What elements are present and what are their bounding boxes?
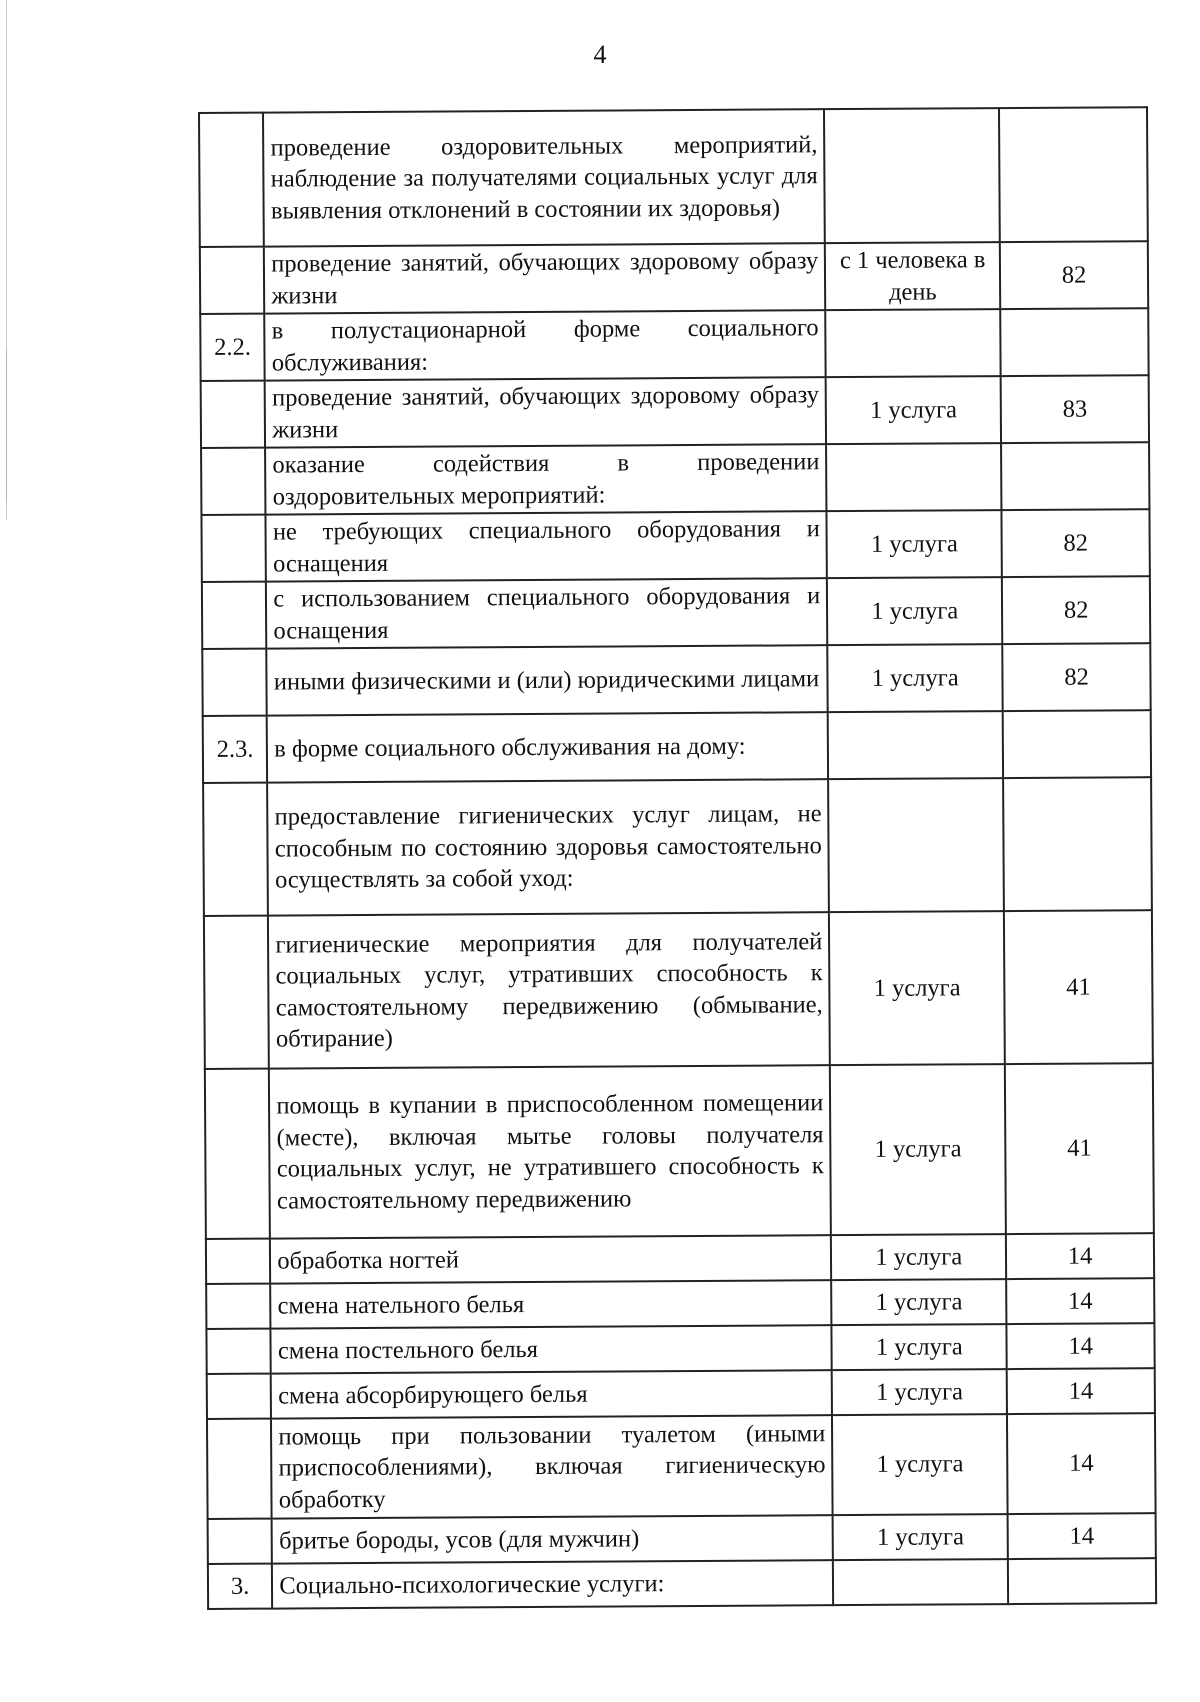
price-cell: 83: [1001, 375, 1149, 443]
table-row: [204, 910, 1153, 1069]
service-name-cell: бритье бороды, усов (для мужчин): [272, 1515, 833, 1563]
price-cell: [1000, 308, 1148, 376]
table-row: [206, 1278, 1154, 1329]
unit-cell: [826, 309, 1001, 377]
row-number-cell: [205, 1069, 270, 1239]
unit-cell: 1 услуга: [833, 1514, 1008, 1560]
table-row: [206, 1323, 1154, 1374]
table-row: [201, 509, 1149, 582]
price-cell: [1003, 710, 1151, 778]
row-number-cell: [206, 1284, 271, 1329]
row-number-cell: [202, 582, 267, 649]
unit-cell: [828, 778, 1004, 912]
price-cell: [1008, 1558, 1156, 1604]
row-number-cell: 2.3.: [203, 716, 268, 783]
price-cell: [1003, 777, 1152, 911]
service-name-cell: проведение оздоровительных мероприятий, наблюдение за получателями социальных услуг для выявления отклонений в состоянии их здоровья): [263, 109, 825, 246]
row-number-cell: [207, 1419, 272, 1519]
table-row: [207, 1368, 1155, 1419]
row-number-cell: [201, 448, 266, 515]
unit-cell: с 1 человека в день: [825, 242, 1000, 310]
service-name-cell: Социально-психологические услуги:: [272, 1560, 833, 1608]
table-row: [201, 442, 1149, 515]
service-name-cell: в полустационарной форме социального обслуживания:: [265, 310, 826, 380]
table-row: [206, 1233, 1154, 1284]
service-name-cell: помощь при пользовании туалетом (иными приспособлениями), включая гигиеническую обработку: [271, 1415, 833, 1518]
services-table: [198, 106, 1157, 1610]
service-name-cell: проведение занятий, обучающих здоровому образу жизни: [265, 377, 826, 447]
price-cell: 41: [1005, 1063, 1154, 1234]
unit-cell: 1 услуга: [832, 1414, 1008, 1515]
unit-cell: 1 услуга: [832, 1324, 1007, 1370]
table-row: [207, 1413, 1156, 1519]
service-name-cell: смена постельного белья: [271, 1325, 832, 1373]
unit-cell: [833, 1559, 1008, 1605]
unit-cell: 1 услуга: [826, 376, 1001, 444]
row-number-cell: [202, 649, 267, 716]
service-name-cell: проведение занятий, обучающих здоровому образу жизни: [264, 243, 825, 313]
unit-cell: 1 услуга: [832, 1369, 1007, 1415]
price-cell: 14: [1007, 1368, 1155, 1414]
table-row: [208, 1513, 1156, 1564]
row-number-cell: 2.2.: [200, 314, 265, 381]
table-row: [203, 777, 1152, 916]
price-cell: 41: [1004, 910, 1153, 1064]
row-number-cell: [208, 1519, 273, 1564]
row-number-cell: [203, 783, 268, 916]
unit-cell: [828, 711, 1003, 779]
unit-cell: 1 услуга: [827, 577, 1002, 645]
unit-cell: 1 услуга: [827, 510, 1002, 578]
table-row: [208, 1558, 1156, 1609]
scan-margin-line-2: [6, 350, 7, 500]
service-name-cell: обработка ногтей: [270, 1235, 831, 1283]
row-number-cell: [200, 247, 265, 314]
row-number-cell: [206, 1239, 271, 1284]
unit-cell: 1 услуга: [828, 644, 1003, 712]
row-number-cell: [204, 916, 269, 1069]
service-name-cell: смена абсорбирующего белья: [271, 1370, 832, 1418]
row-number-cell: 3.: [208, 1564, 273, 1609]
unit-cell: 1 услуга: [829, 911, 1005, 1065]
table-row: [200, 308, 1148, 381]
service-name-cell: с использованием специального оборудования и оснащения: [266, 578, 827, 648]
unit-cell: [826, 443, 1001, 511]
table-row: [202, 576, 1150, 649]
row-number-cell: [207, 1374, 272, 1419]
price-cell: [999, 107, 1148, 242]
price-cell: 14: [1008, 1513, 1156, 1559]
service-name-cell: оказание содействия в проведении оздоровительных мероприятий:: [265, 444, 826, 514]
service-name-cell: гигиенические мероприятия для получателей социальных услуг, утративших способность к самостоятельному передвижению (обмывание, обтирание): [268, 912, 830, 1068]
row-number-cell: [201, 381, 266, 448]
service-name-cell: иными физическими и (или) юридическими лицами: [267, 645, 828, 715]
service-name-cell: смена нательного белья: [270, 1280, 831, 1328]
table-body: [199, 107, 1156, 1609]
unit-cell: 1 услуга: [830, 1064, 1006, 1235]
price-cell: 82: [1002, 643, 1150, 711]
price-cell: 14: [1006, 1233, 1154, 1279]
price-cell: 14: [1007, 1323, 1155, 1369]
table-row: [205, 1063, 1154, 1239]
price-cell: 82: [1002, 576, 1150, 644]
unit-cell: 1 услуга: [831, 1234, 1006, 1280]
price-cell: 14: [1006, 1278, 1154, 1324]
service-name-cell: в форме социального обслуживания на дому:: [267, 712, 828, 782]
service-name-cell: не требующих специального оборудования и оснащения: [266, 511, 827, 581]
price-cell: 82: [1002, 509, 1150, 577]
service-name-cell: помощь в купании в приспособленном помещении (месте), включая мытье головы получателя социальных услуг, не утратившего способность к самостоятельному передвижению: [269, 1065, 831, 1238]
table-row: [199, 107, 1148, 247]
unit-cell: 1 услуга: [831, 1279, 1006, 1325]
unit-cell: [824, 108, 1000, 243]
table-row: [200, 241, 1148, 314]
price-cell: 14: [1007, 1413, 1155, 1514]
table-row: [202, 643, 1150, 716]
page-number: 4: [593, 40, 607, 69]
row-number-cell: [201, 515, 266, 582]
price-cell: [1001, 442, 1149, 510]
table-row: [203, 710, 1151, 783]
service-name-cell: предоставление гигиенических услуг лицам, не способным по состоянию здоровья самостоятельно осуществлять за собой уход:: [267, 779, 829, 915]
price-cell: 82: [1000, 241, 1148, 309]
table-row: [201, 375, 1149, 448]
row-number-cell: [199, 113, 264, 247]
row-number-cell: [206, 1329, 271, 1374]
